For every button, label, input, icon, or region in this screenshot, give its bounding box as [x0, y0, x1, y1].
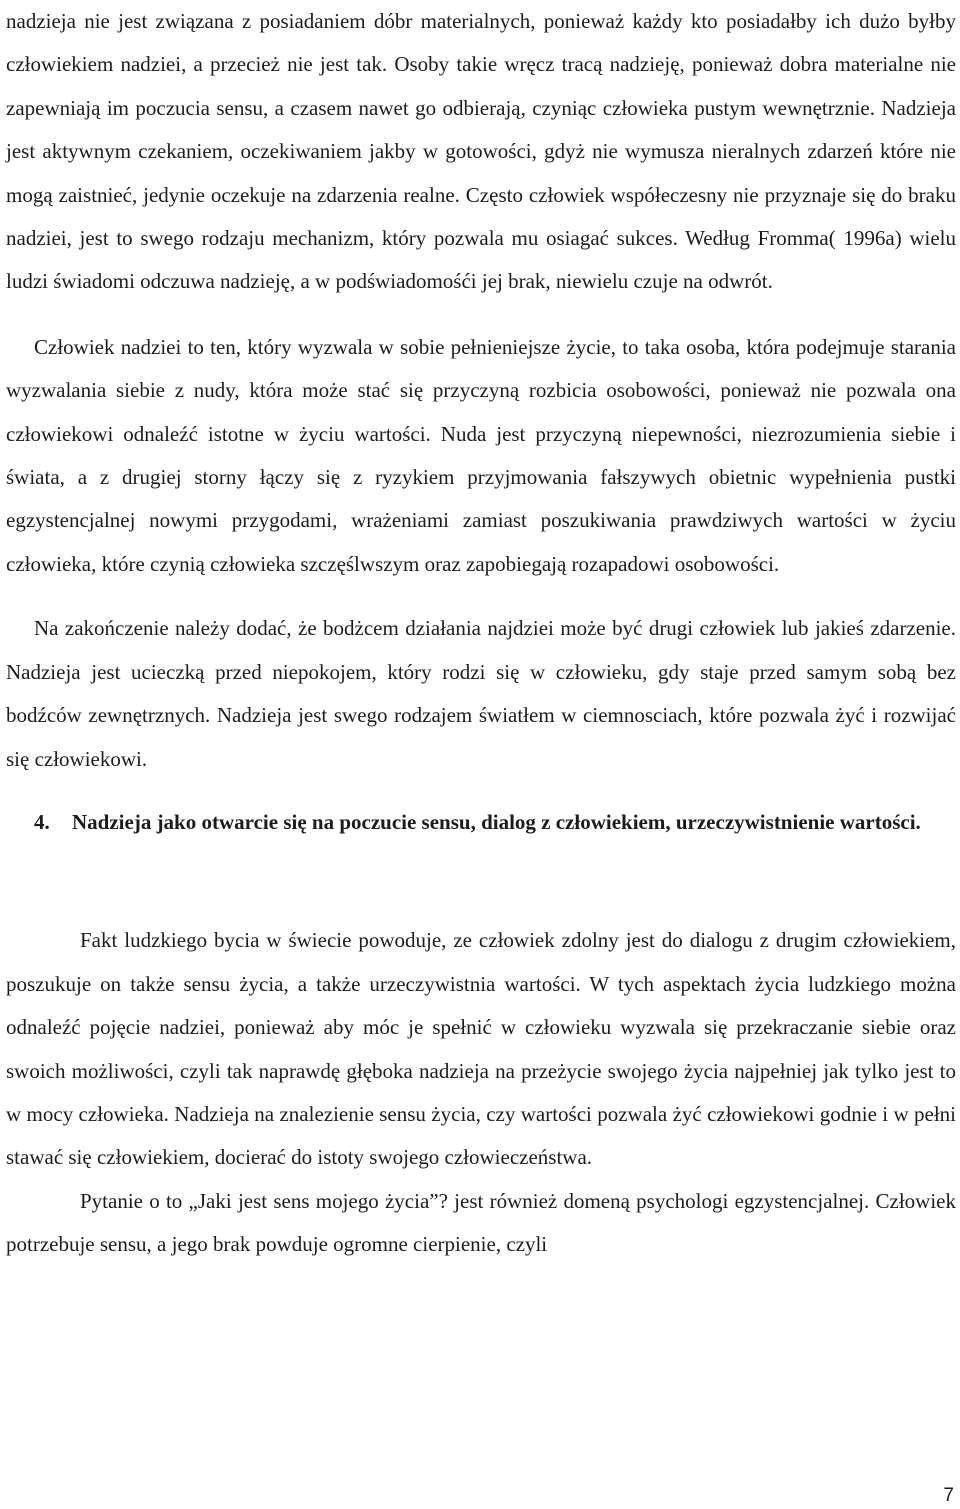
body-paragraph: Na zakończenie należy dodać, że bodżcem działania najdziei może być drugi człowiek lub jakieś zdarzenie. Nadzieja jest ucieczką przed niepokojem, który rodzi się w człowieku, gdy staje przed samym sobą bez bodźców zewnętrznych. Nadzieja jest swego rodzajem światłem w ciemnosciach, które pozwala żyć i rozwijać się człowiekowi. — [6, 616, 956, 771]
section-heading — [6, 801, 956, 844]
body-paragraph: nadzieja nie jest związana z posiadaniem dóbr materialnych, ponieważ każdy kto posiadałby ich dużo byłby człowiekiem nadziei, a przecież nie jest tak. Osoby takie wręcz tracą nadzieję, ponieważ dobra materialne nie zapewniają im poczucia sensu, a czasem nawet go odbierają, czyniąc człowieka pustym wewnętrznie. Nadzieja jest aktywnym czekaniem, oczekiwaniem jakby w gotowości, gdyż nie wymusza nieralnych zdarzeń które nie mogą zaistnieć, jedynie oczekuje na zdarzenia realne. Często człowiek współeczesny nie przyznaje się do braku nadziei, jest to swego rodzaju mechanizm, który pozwala mu osiagać sukces. Według Fromma( 1996a) wielu ludzi świadomi odczuwa nadzieję, a w podświadomośći jej brak, niewielu czuje na odwrót. — [6, 9, 956, 294]
section-heading-text: Nadzieja jako otwarcie się na poczucie sensu, dialog z człowiekiem, urzeczywistnienie wartości. — [72, 809, 921, 834]
document-page — [6, 0, 956, 1267]
section-heading-number: 4. — [34, 809, 50, 834]
page-number: 7 — [943, 1485, 954, 1506]
body-paragraph: Pytanie o to „Jaki jest sens mojego życia”? jest również domeną psychologi egzystencjalnej. Człowiek potrzebuje sensu, a jego brak powduje ogromne cierpienie, czyli — [6, 1188, 956, 1257]
body-paragraph: Człowiek nadziei to ten, który wyzwala w sobie pełnieniejsze życie, to taka osoba, która podejmuje starania wyzwalania siebie z nudy, która może stać się przyczyną rozbicia osobowości, ponieważ nie pozwala ona człowiekowi odnaleźć istotne w życiu wartości. Nuda jest przyczyną niepewności, niezrozumienia siebie i świata, a z drugiej storny łączy się z ryzykiem przyjmowania fałszywych obietnic wypełnienia pustki egzystencjalnej nowymi przygodami, wrażeniami zamiast poszukiwania prawdziwych wartości w życiu człowieka, które czynią człowieka szczęślwszym oraz zapobiegają rozapadowi osobowości. — [6, 334, 956, 576]
body-paragraph: Fakt ludzkiego bycia w świecie powoduje, ze człowiek zdolny jest do dialogu z drugim człowiekiem, poszukuje on także sensu życia, a także urzeczywistnia wartości. W tych aspektach życia ludzkiego można odnaleźć pojęcie nadziei, ponieważ aby móc je spełnić w człowieku wyzwala się przekraczanie siebie oraz swoich możliwości, czyli tak naprawdę głęboka nadzieja na przeżycie swojego życia najpełniej jak tylko jest to w mocy człowieka. Nadzieja na znalezienie sensu życia, czy wartości pozwala żyć człowiekowi godnie i w pełni stawać się człowiekiem, docierać do istoty swojego człowieczeństwa. — [6, 928, 956, 1170]
